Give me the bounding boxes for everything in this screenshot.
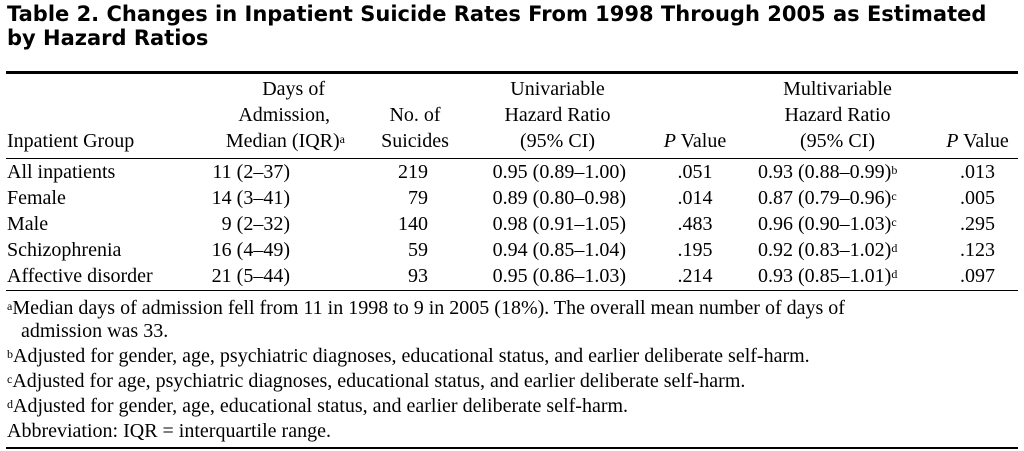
cell-days: 21 (5–44) (211, 265, 290, 287)
cell-p-value-1: .483 (677, 213, 713, 235)
cell-suicides: 219 (398, 161, 428, 183)
cell-group: Affective disorder (7, 265, 153, 287)
cell-univariable-hr: 0.94 (0.85–1.04) (492, 239, 626, 261)
footnote-b: $^b$Adjusted for gender, age, psychiatric diagnoses, educational status, and earlier deliberate self-harm. (7, 345, 810, 367)
cell-days: 16 (4–49) (211, 239, 290, 261)
table-title: Table 2. Changes in Inpatient Suicide Rates From 1998 Through 2005 as Estimated by Hazard Ratios (7, 2, 987, 50)
cell-univariable-hr: 0.89 (0.80–0.98) (492, 187, 626, 209)
cell-multivariable-footnote-mark: c (891, 189, 897, 203)
cell-p-value-2: .013 (960, 161, 995, 183)
cell-p-value-1: .014 (677, 187, 713, 209)
cell-suicides: 59 (408, 239, 428, 261)
header-suicides-line1: No. of (389, 104, 441, 126)
cell-p-value-2: .097 (960, 265, 995, 287)
cell-univariable-hr: 0.95 (0.89–1.00) (492, 161, 626, 183)
cell-p-value-2: .295 (960, 213, 995, 235)
cell-group: Female (7, 187, 66, 209)
cell-days: 14 (3–41) (211, 187, 290, 209)
cell-days: 9 (2–32) (221, 213, 290, 235)
cell-p-value-2: .123 (960, 239, 995, 261)
cell-multivariable-footnote-mark: d (891, 241, 898, 255)
cell-suicides: 140 (398, 213, 428, 235)
header-days-line2: Admission, (238, 104, 330, 126)
cell-suicides: 79 (408, 187, 428, 209)
cell-multivariable-hr: 0.92 $(0.83-1.02)^d$ (758, 239, 898, 261)
cell-multivariable-footnote-mark: d (891, 267, 898, 281)
header-univariable-line1: Univariable (510, 78, 605, 100)
header-p-value-univariable: P Value (663, 130, 727, 152)
header-suicides-line2: Suicides (381, 130, 449, 152)
cell-multivariable-footnote-mark: b (891, 163, 898, 177)
header-multivariable-line3: (95% CI) (800, 130, 875, 152)
header-multivariable-line2: Hazard Ratio (784, 104, 891, 126)
footnote-a-continued: admission was 33. (21, 320, 169, 342)
header-inpatient-group: Inpatient Group (7, 130, 135, 152)
footnote-c: $^c$Adjusted for age, psychiatric diagnoses, educational status, and earlier deliberate self-harm. (7, 370, 746, 392)
footnote-d: $^d$Adjusted for gender, age, educational status, and earlier deliberate self-harm. (7, 395, 629, 417)
header-days-line1: Days of (262, 78, 325, 100)
footnote-a: $^a$Median days of admission fell from 11 in 1998 to 9 in 2005 (18%). The overall mean number of days of (7, 297, 845, 319)
cell-univariable-hr: 0.98 (0.91–1.05) (492, 213, 626, 235)
cell-p-value-1: .195 (677, 239, 713, 261)
cell-days: 11 (2–37) (212, 161, 290, 183)
header-days-line3: Median (IQR)$^a$ (225, 130, 345, 152)
cell-multivariable-hr: 0.93 $(0.85-1.01)^d$ (758, 265, 898, 287)
cell-multivariable-hr: 0.96 $(0.90-1.03)^c$ (758, 213, 897, 235)
cell-multivariable-footnote-mark: c (891, 215, 897, 229)
cell-p-value-1: .051 (677, 161, 713, 183)
cell-p-value-2: .005 (960, 187, 995, 209)
header-multivariable-line1: Multivariable (783, 78, 892, 100)
cell-group: Schizophrenia (7, 239, 122, 261)
top-rule (6, 71, 1018, 74)
cell-group: All inpatients (7, 161, 116, 183)
header-days-footnote-mark: a (339, 132, 345, 146)
body-rule (6, 290, 1018, 291)
cell-multivariable-hr: 0.87 $(0.79-0.96)^c$ (758, 187, 897, 209)
header-univariable-line2: Hazard Ratio (504, 104, 611, 126)
header-p-value-multivariable: P Value (946, 130, 1009, 152)
cell-multivariable-hr: 0.93 $(0.88-0.99)^b$ (758, 161, 898, 183)
cell-p-value-1: .214 (677, 265, 713, 287)
cell-group: Male (7, 213, 49, 235)
cell-suicides: 93 (408, 265, 428, 287)
header-univariable-line3: (95% CI) (520, 130, 595, 152)
bottom-rule (6, 447, 1018, 449)
abbreviation-note: Abbreviation: IQR = interquartile range. (7, 420, 331, 442)
cell-univariable-hr: 0.95 (0.86–1.03) (492, 265, 626, 287)
